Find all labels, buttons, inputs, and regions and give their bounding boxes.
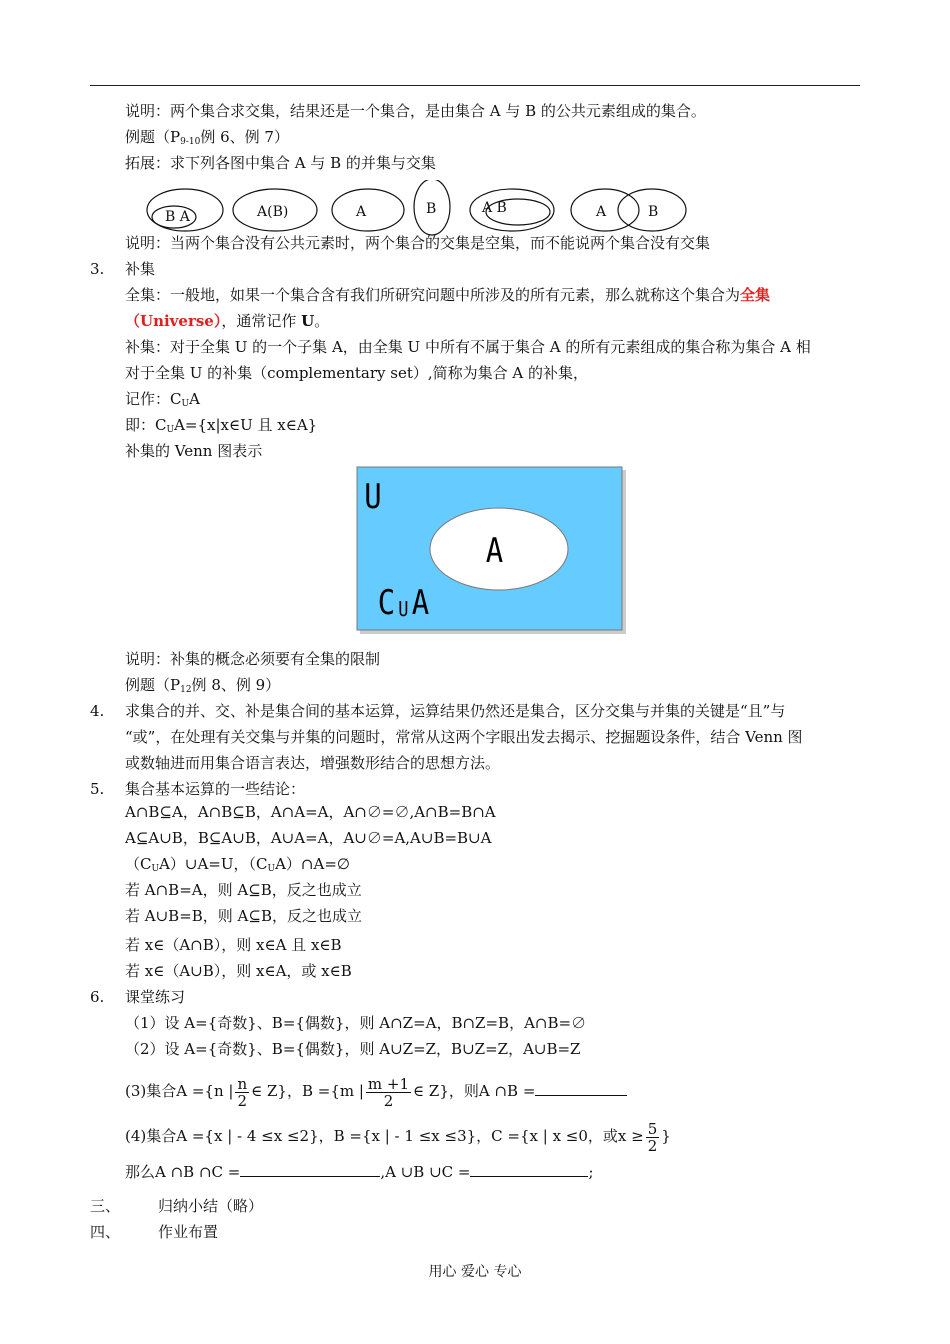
universe-label: U: [364, 477, 382, 517]
diagram3-label-a: A: [356, 204, 367, 220]
svg-text:A: A: [411, 583, 430, 623]
complement-venn-diagram: [354, 464, 628, 636]
conclusion-element-1: 若 x∈（A∩B），则 x∈A 且 x∈B: [125, 936, 342, 954]
header-rule: [90, 85, 860, 86]
conclusion-subset-2: 若 A∪B=B，则 A⊆B，反之也成立: [125, 907, 362, 925]
section-3-number: 三、: [90, 1197, 121, 1215]
complement-def-2: 对于全集 U 的补集（complementary set）,简称为集合 A 的补集，: [125, 364, 588, 382]
svg-text:C: C: [377, 583, 396, 623]
section-3-title: 归纳小结（略）: [158, 1197, 264, 1215]
note-empty-intersection: 说明：当两个集合没有公共元素时，两个集合的交集是空集，而不能说两个集合没有交集: [125, 234, 711, 252]
diagram3-label-b: B: [426, 201, 437, 217]
diagram5-label-a: A: [596, 204, 607, 220]
set-a-label: A: [485, 531, 504, 571]
note-complement: 说明：补集的概念必须要有全集的限制: [125, 650, 381, 668]
extension-title: 拓展：求下列各图中集合 A 与 B 的并集与交集: [125, 154, 436, 172]
item-number-3: 3.: [90, 260, 105, 278]
practice-1: （1）设 A={奇数}、B={偶数}，则 A∩Z=A，B∩Z=B，A∩B=∅: [125, 1014, 587, 1032]
practice-4: (4)集合A ={x | - 4 ≤x ≤2}，B ={x | - 1 ≤x ≤3}，C ={x | x ≤0，或x ≥ $\frac{5}{2}$ }: [125, 1119, 671, 1155]
paragraph-4-line2: “或”，在处理有关交集与并集的问题时，常常从这两个字眼出发去揭示、挖掘题设条件，结合 Venn 图: [125, 728, 803, 746]
item-number-5: 5.: [90, 780, 105, 798]
venn-caption: 补集的 Venn 图表示: [125, 442, 263, 460]
note-intersection: 说明：两个集合求交集，结果还是一个集合，是由集合 A 与 B 的公共元素组成的集合。: [125, 102, 706, 120]
paragraph-4-line3: 或数轴进而用集合语言表达，增强数形结合的思想方法。: [125, 754, 501, 772]
example-ref-1: 例题（$P_{9-10}$例 6、例 7）: [125, 128, 289, 147]
svg-text:U: U: [398, 598, 409, 622]
conclusion-complement: $(C_UA)\cup A=U$，$(C_UA)\cap A=\emptyset$: [125, 855, 350, 874]
diagram3-ellipse-a: [332, 189, 404, 231]
paragraph-4-line1: 求集合的并、交、补是集合间的基本运算，运算结果仍然还是集合，区分交集与并集的关键是“且”与: [125, 702, 786, 720]
page-footer: 用心 爱心 专心: [428, 1264, 522, 1280]
practice-4-answer: 那么A ∩B ∩C = ,A ∪B ∪C = ;: [125, 1163, 594, 1181]
conclusions-title: 集合基本运算的一些结论：: [125, 780, 306, 798]
section-4-title: 作业布置: [158, 1223, 219, 1241]
conclusion-union: A⊆A∪B，B⊆A∪B，A∪A=A，A∪∅=A,A∪B=B∪A: [125, 829, 492, 847]
section-complement: 补集: [125, 260, 156, 278]
practice-3: (3)集合A ={n | $\frac{n}{2}$ ∈ Z}，B ={m | $\frac{m +1}{2}$ ∈ Z}，则A ∩B =: [125, 1074, 627, 1109]
diagram2-label: A(B): [257, 204, 289, 220]
conclusion-intersection: A∩B⊆A，A∩B⊆B，A∩A=A，A∩∅=∅,A∩B=B∩A: [125, 803, 496, 821]
practice-2: （2）设 A={奇数}、B={偶数}，则 A∪Z=Z，B∪Z=Z，A∪B=Z: [125, 1040, 581, 1058]
diagram1-label: B A: [165, 209, 190, 225]
practice-title: 课堂练习: [125, 988, 186, 1006]
complement-notation: 记作：$C_UA$: [125, 390, 200, 409]
set-diagrams: [140, 180, 700, 240]
universe-def-1: 全集：一般地，如果一个集合含有我们所研究问题中所涉及的所有元素，那么就称这个集合为全集: [125, 286, 771, 304]
conclusion-element-2: 若 x∈（A∪B），则 x∈A，或 x∈B: [125, 962, 352, 980]
complement-formula: 即：$C_UA=\{x|x\in U$ 且 x∈A}: [125, 416, 318, 435]
conclusion-subset-1: 若 A∩B=A，则 A⊆B，反之也成立: [125, 881, 362, 899]
universe-def-2: （Universe），通常记作 U。: [125, 312, 330, 330]
item-number-6: 6.: [90, 988, 105, 1006]
diagram4-label: A B: [482, 200, 507, 216]
diagram5-label-b: B: [648, 204, 659, 220]
example-ref-2: 例题（$P_{12}$例 8、例 9）: [125, 676, 281, 695]
item-number-4: 4.: [90, 702, 105, 720]
section-4-number: 四、: [90, 1223, 121, 1241]
complement-def-1: 补集：对于全集 U 的一个子集 A，由全集 U 中所有不属于集合 A 的所有元素组成的集合称为集合 A 相: [125, 338, 811, 356]
